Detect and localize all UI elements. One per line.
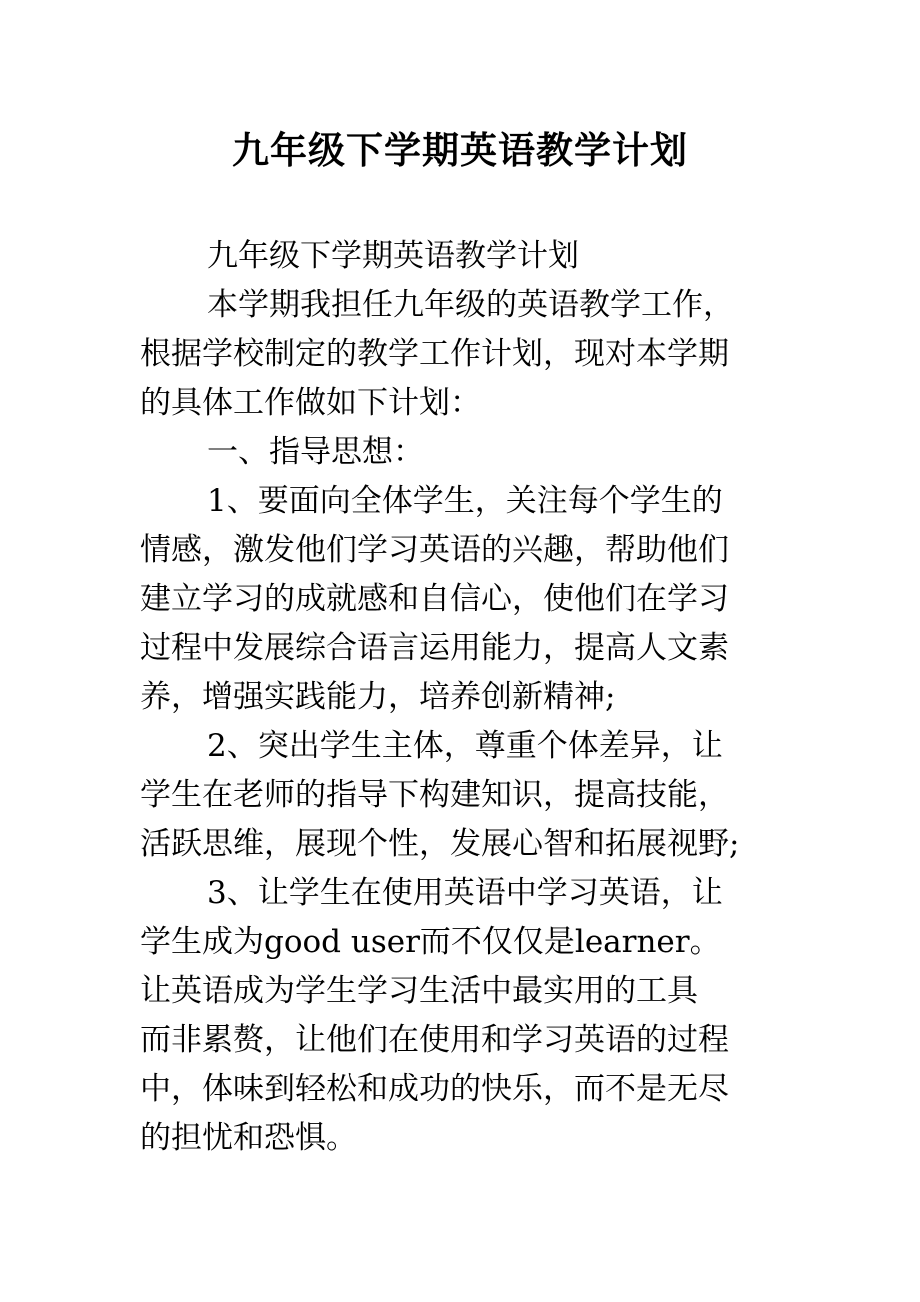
paragraph-line: 学生在老师的指导下构建知识，提高技能， bbox=[140, 777, 729, 813]
paragraph-line: 本学期我担任九年级的英语教学工作， bbox=[207, 287, 734, 323]
section-heading: 一、指导思想： bbox=[207, 434, 424, 470]
paragraph-line: 养，增强实践能力，培养创新精神; bbox=[140, 679, 616, 715]
paragraph-line: 而非累赘，让他们在使用和学习英语的过程 bbox=[140, 1022, 729, 1058]
paragraph-line: 根据学校制定的教学工作计划，现对本学期 bbox=[140, 336, 729, 372]
paragraph-line: 过程中发展综合语言运用能力，提高人文素 bbox=[140, 630, 729, 666]
paragraph-line: 1、要面向全体学生，关注每个学生的 bbox=[207, 483, 723, 519]
paragraph-line: 情感，激发他们学习英语的兴趣，帮助他们 bbox=[140, 532, 729, 568]
paragraph-line: 的担忧和恐惧。 bbox=[140, 1120, 357, 1156]
paragraph-line: 中，体味到轻松和成功的快乐，而不是无尽 bbox=[140, 1071, 729, 1107]
paragraph-line: 九年级下学期英语教学计划 bbox=[207, 238, 579, 274]
paragraph-line: 2、突出学生主体，尊重个体差异，让 bbox=[207, 728, 723, 764]
paragraph-line: 3、让学生在使用英语中学习英语，让 bbox=[207, 875, 723, 911]
document-body bbox=[140, 232, 790, 1163]
paragraph-line: 的具体工作做如下计划： bbox=[140, 385, 481, 421]
document-title: 九年级下学期英语教学计划 bbox=[232, 128, 688, 172]
paragraph-line: 让英语成为学生学习生活中最实用的工具 bbox=[140, 973, 698, 1009]
paragraph-line: 学生成为good user而不仅仅是learner。 bbox=[140, 924, 721, 960]
paragraph-line: 建立学习的成就感和自信心，使他们在学习 bbox=[140, 581, 729, 617]
paragraph-line: 活跃思维，展现个性，发展心智和拓展视野; bbox=[140, 826, 740, 862]
